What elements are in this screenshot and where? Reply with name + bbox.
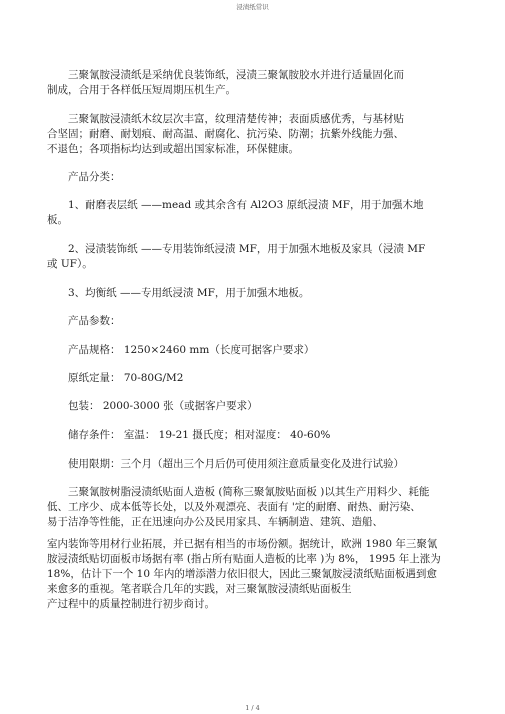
text-line: 易于洁净等性能，正在迅速向办公及民用家具、车辆制造、建筑、造船、 <box>47 516 383 528</box>
section-heading-categories <box>47 170 467 185</box>
text-line: 包装： 2000-3000 张（或据客户要求） <box>68 400 258 412</box>
text-line: 产品分类： <box>68 171 121 183</box>
text-line: 板。 <box>47 214 68 226</box>
category-item-3 <box>47 286 467 301</box>
text-line: 产品参数： <box>68 315 121 327</box>
text-line: 或 UF）。 <box>47 258 93 270</box>
text-line: 制成，合用于各样低压短周期压机生产。 <box>47 84 236 96</box>
text-line: 原纸定量： 70-80G/M2 <box>68 372 184 384</box>
param-packaging <box>47 399 467 414</box>
text-line: 产品规格： 1250×2460 mm（长度可据客户要求） <box>68 344 315 356</box>
text-line: 1、耐磨表层纸 ——mead 或其余含有 Al2O3 原纸浸渍 MF，用于加强木地 <box>68 199 424 211</box>
section-heading-parameters <box>47 314 467 329</box>
text-line: 三聚氰胺浸渍纸是采纳优良装饰纸，浸渍三聚氰胺胶水并进行适量固化而 <box>68 69 404 81</box>
paragraph-intro <box>47 68 467 98</box>
text-line: 18%，估计下一个 10 年内的增添潜力依旧很大，因此三聚氰胺浸渍纸贴面板遇到愈 <box>47 568 437 580</box>
param-shelf-life <box>47 457 467 472</box>
category-item-1 <box>47 198 467 228</box>
text-line: 三聚氰胺树脂浸渍纸贴面人造板 (简称三聚氰胺贴面板 )以其生产用料少、耗能 <box>68 486 430 498</box>
page-number: 1 / 4 <box>245 704 260 712</box>
text-line: 三聚氰胺浸渍纸木纹层次丰富，纹理清楚传神；表面质感优秀，与基材贴 <box>68 113 404 125</box>
param-storage <box>47 428 467 443</box>
text-line: 室内装饰等用材行业拓展，并已据有相当的市场份额。据统计，欧洲 1980 年三聚氰 <box>47 538 438 550</box>
text-line: 产过程中的质量控制进行初步商讨。 <box>47 598 215 610</box>
paragraph-market <box>47 537 467 612</box>
param-size <box>47 343 467 358</box>
param-weight <box>47 371 467 386</box>
text-line: 储存条件： 室温： 19-21 摄氏度；相对湿度： 40-60% <box>68 429 331 441</box>
text-line: 3、均衡纸 ——专用纸浸渍 MF，用于加强木地板。 <box>68 287 310 299</box>
text-line: 不退色；各项指标均达到或超出国家标准，环保健康。 <box>47 143 299 155</box>
text-line: 合坚固；耐磨、耐划痕、耐高温、耐腐化、抗污染、防潮；抗紫外线能力强、 <box>47 128 404 140</box>
category-item-2 <box>47 242 467 272</box>
document-body <box>47 68 467 612</box>
text-line: 来愈多的重视。笔者联合几年的实践，对三聚氰胺浸渍纸贴面板生 <box>47 583 352 595</box>
running-header: 浸渍纸常识 <box>236 3 269 11</box>
text-line: 低、工序少、成本低等长处，以及外观漂亮、表面有 '定的耐磨、耐热、耐污染、 <box>47 501 421 513</box>
text-line: 2、浸渍装饰纸 ——专用装饰纸浸渍 MF，用于加强木地板及家具（浸渍 MF <box>68 243 426 255</box>
text-line: 使用限期：三个月（超出三个月后仍可使用须注意质量变化及进行试验） <box>68 458 404 470</box>
text-line: 胺浸渍纸贴切面板市场据有率 (指占所有贴面人造板的比率 )为 8%， 1995 年上涨为 <box>47 553 441 565</box>
paragraph-features <box>47 112 467 157</box>
paragraph-application <box>47 485 467 530</box>
